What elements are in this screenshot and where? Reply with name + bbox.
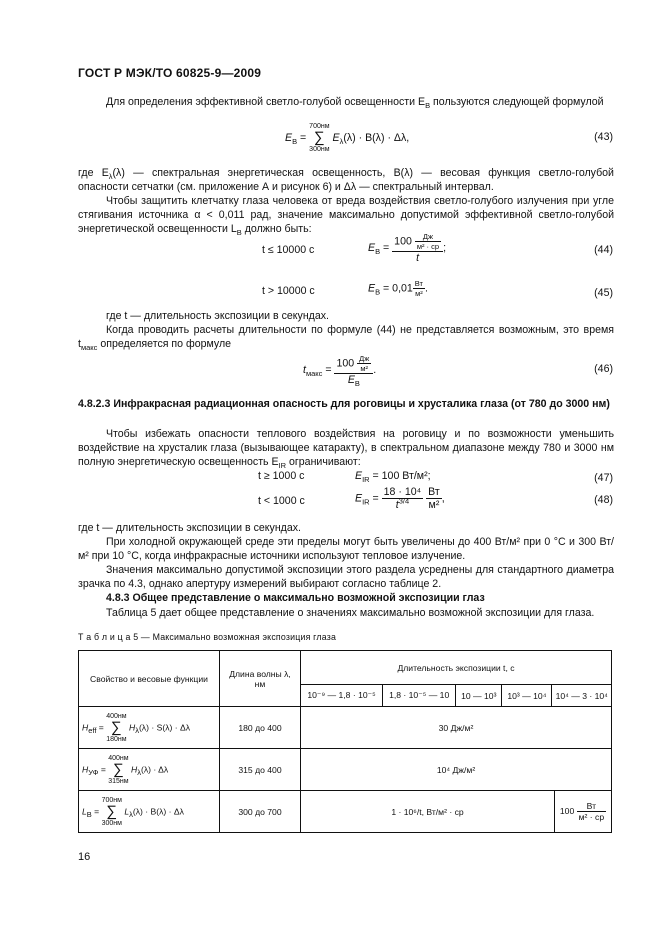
table-row bbox=[79, 707, 612, 749]
paragraph-tmax-intro: Когда проводить расчеты длительности по формуле (44) не представляется возможным, это время $t_{макс}$ определяется по формуле bbox=[78, 324, 614, 353]
equation-number-44: (44) bbox=[594, 244, 613, 256]
equation-number-45: (45) bbox=[594, 287, 613, 299]
paragraph-exposure-duration-2: где t — длительность экспозиции в секундах. bbox=[78, 522, 301, 534]
paragraph-table-intro: Таблица 5 дает общее представление о значениях максимально возможной экспозиции для глаза. bbox=[106, 607, 595, 619]
equation-47-condition: t ≥ 1000 с bbox=[258, 470, 305, 482]
equation-44: $E_B$ = 100 $\frac{Дж}{\text{м² · ср}}$ t ; bbox=[368, 232, 447, 264]
paragraph-infrared-intro: Чтобы избежать опасности теплового воздействия на роговицу и по возможности уменьшить воздействие на хрусталик глаза (вызывающее катаракту), в спектральном диапазоне между 780 и 3000 нм полную энергетическую освещенность $E_{IR}$ ограничивают: bbox=[78, 428, 614, 471]
equation-48-condition: t < 1000 с bbox=[258, 495, 305, 507]
table-cell-wavelength: 300 до 700 bbox=[220, 791, 301, 833]
table-header-property: Свойство и весовые функции bbox=[79, 651, 220, 707]
equation-number-46: (46) bbox=[594, 363, 613, 375]
table-cell-value-long: 100 $\frac{Вт}{\text{м² · ср}}$ bbox=[555, 791, 612, 833]
table-cell-value: 1 · 10⁶/t, Вт/м² · ср bbox=[301, 791, 555, 833]
table-cell-value: 10⁴ Дж/м² bbox=[301, 749, 612, 791]
table-formula-huv: $H_{УФ}$ = 400нм ∑ 315нм $H_\lambda(\lambda) \cdot \Delta\lambda$ bbox=[79, 749, 220, 791]
equation-46: $t_{макс}$ = 100 $\frac{Дж}{\text{м²}}$ $E_B$ . bbox=[303, 354, 377, 389]
table-row bbox=[79, 749, 612, 791]
equation-number-43: (43) bbox=[594, 131, 613, 143]
section-heading-4-8-2-3: 4.8.2.3 Инфракрасная радиационная опасность для роговицы и хрусталика глаза (от 780 до 3000 нм) bbox=[78, 398, 610, 410]
page-number: 16 bbox=[78, 851, 91, 863]
paragraph-blue-light-intro: Для определения эффективной светло-голубой освещенности $E_B$ пользуются следующей формулой bbox=[106, 96, 604, 111]
paragraph-averaging: Значения максимально допустимой экспозиции этого раздела усреднены для стандартного диаметра зрачка по 4.3, однако апертуру измерений выбирают согласно таблице 2. bbox=[78, 564, 614, 590]
equation-number-48: (48) bbox=[594, 494, 613, 506]
paragraph-retina-protection: Чтобы защитить клетчатку глаза человека от вреда воздействия светло-голубого излучения при угле стягивания источника α < 0,011 рад, значение максимально допустимой эффективной светло-голубой энергетической освещенности $L_B$ должно быть: bbox=[78, 195, 614, 238]
equation-45-condition: t > 10000 с bbox=[262, 285, 315, 297]
table-caption: Т а б л и ц а 5 — Максимально возможная экспозиция глаза bbox=[78, 632, 337, 642]
equation-47: $E_{IR} = 100$ Вт/м²; bbox=[355, 470, 431, 485]
equation-43: $E_B$ = 700нм ∑ 300нм $E_\lambda(\lambda) \cdot B(\lambda) \cdot \Delta\lambda$, bbox=[285, 123, 410, 153]
section-heading-4-8-3: 4.8.3 Общее представление о максимально возможной экспозиции глаз bbox=[106, 592, 485, 604]
table-header-duration: Длительность экспозиции t, с bbox=[301, 651, 612, 685]
paragraph-exposure-duration: где t — длительность экспозиции в секундах. bbox=[106, 310, 329, 322]
equation-44-condition: t ≤ 10000 с bbox=[262, 244, 315, 256]
paragraph-cold-environment: При холодной окружающей среде эти пределы могут быть увеличены до 400 Вт/м² при 0 °С и 300 Вт/м² при 10 °С, когда инфракрасные источники используют тепловое излучение. bbox=[78, 536, 614, 562]
table-header-duration-4: 10³ — 10⁴ bbox=[502, 685, 552, 707]
table-cell-wavelength: 315 до 400 bbox=[220, 749, 301, 791]
table-header-wavelength: Длина волны λ, нм bbox=[220, 651, 301, 707]
table-header-duration-2: 1,8 · 10⁻⁵ — 10 bbox=[383, 685, 456, 707]
table-formula-lb: $L_B$ = 700нм ∑ 300нм $L_\lambda(\lambda) \cdot B(\lambda) \cdot \Delta\lambda$ bbox=[79, 791, 220, 833]
table-5 bbox=[78, 650, 612, 833]
equation-48: $E_{IR}$ = $\frac{\text{18 · 10⁴}}{t^{3/4}}$ $\frac{Вт}{\text{м²}}$ , bbox=[355, 486, 445, 511]
table-cell-wavelength: 180 до 400 bbox=[220, 707, 301, 749]
table-formula-heff: $H_{eff}$ = 400нм ∑ 180нм $H_\lambda(\lambda) \cdot S(\lambda) \cdot \Delta\lambda$ bbox=[79, 707, 220, 749]
equation-number-47: (47) bbox=[594, 472, 613, 484]
table-header-duration-1: 10⁻⁹ — 1,8 · 10⁻⁵ bbox=[301, 685, 383, 707]
paragraph-definitions: где $E_\lambda(\lambda)$ — спектральная энергетическая освещенность, B(λ) — весовая функция светло-голубой опасности сетчатки (см. приложение А и рисунок 6) и Δλ — спектральный интервал. bbox=[78, 167, 614, 193]
table-row bbox=[79, 791, 612, 833]
table-header-duration-5: 10⁴ — 3 · 10⁴ bbox=[552, 685, 612, 707]
equation-45: $E_B = 0,01$ $\frac{Вт}{\text{м²}}$ . bbox=[368, 279, 428, 298]
table-header-duration-3: 10 — 10³ bbox=[456, 685, 502, 707]
table-cell-value: 30 Дж/м² bbox=[301, 707, 612, 749]
document-header: ГОСТ Р МЭК/ТО 60825-9—2009 bbox=[78, 66, 262, 80]
